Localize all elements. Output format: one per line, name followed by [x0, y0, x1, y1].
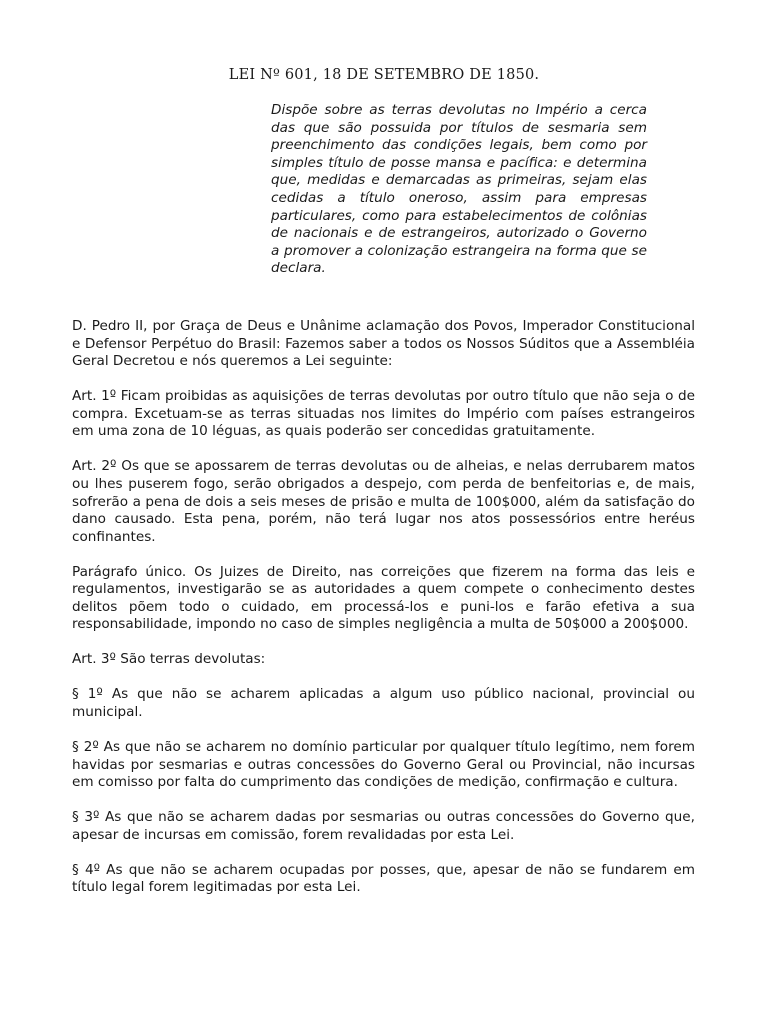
preamble-paragraph: D. Pedro II, por Graça de Deus e Unânime aclamação dos Povos, Imperador Constitucional e Defensor Perpétuo do Brasil: Fazemos saber a todos os Nossos Súditos que a Assembléia Geral Decretou e nós queremos a Lei seguinte:: [72, 318, 695, 370]
article-2-paragraph: Art. 2º Os que se apossarem de terras devolutas ou de alheias, e nelas derrubarem matos ou lhes puserem fogo, serão obrigados a despejo, com perda de benfeitorias e, de mais, sofrerão a pena de dois a seis meses de prisão e multa de 100$000, além da satisfação do dano causado. Esta pena, porém, não terá lugar nos atos possessórios entre heréus confinantes.: [72, 458, 695, 545]
section-1-paragraph: § 1º As que não se acharem aplicadas a algum uso público nacional, provincial ou municipal.: [72, 686, 695, 721]
sole-paragraph: Parágrafo único. Os Juizes de Direito, nas correições que fizerem na forma das leis e regulamentos, investigarão se as autoridades a quem compete o conhecimento destes delitos põem todo o cuidado, em processá-los e puni-los e farão efetiva a sua responsabilidade, impondo no caso de simples negligência a multa de 50$000 a 200$000.: [72, 563, 695, 633]
section-2-paragraph: § 2º As que não se acharem no domínio particular por qualquer título legítimo, nem forem havidas por sesmarias e outras concessões do Governo Geral ou Provincial, não incursas em comisso por falta do cumprimento das condições de medição, confirmação e cultura.: [72, 739, 695, 791]
law-title: LEI Nº 601, 18 DE SETEMBRO DE 1850.: [228, 67, 540, 83]
article-1-paragraph: Art. 1º Ficam proibidas as aquisições de terras devolutas por outro título que não seja o de compra. Excetuam-se as terras situadas nos limites do Império com países estrangeiros em uma zona de 10 léguas, as quais poderão ser concedidas gratuitamente.: [72, 388, 695, 440]
law-body: [72, 318, 695, 914]
article-3-paragraph: Art. 3º São terras devolutas:: [72, 651, 266, 668]
law-ementa: Dispõe sobre as terras devolutas no Império a cerca das que são possuida por títulos de sesmaria sem preenchimento das condições legais, bem como por simples título de posse mansa e pacífica: e determina que, medidas e demarcadas as primeiras, sejam elas cedidas a título oneroso, assim para empresas particulares, como para estabelecimentos de colônias de nacionais e de estrangeiros, autorizado o Governo a promover a colonização estrangeira na forma que se declara.: [271, 102, 647, 277]
section-4-paragraph: § 4º As que não se acharem ocupadas por posses, que, apesar de não se fundarem em título legal forem legitimadas por esta Lei.: [72, 861, 695, 896]
section-3-paragraph: § 3º As que não se acharem dadas por sesmarias ou outras concessões do Governo que, apesar de incursas em comissão, forem revalidadas por esta Lei.: [72, 809, 695, 843]
